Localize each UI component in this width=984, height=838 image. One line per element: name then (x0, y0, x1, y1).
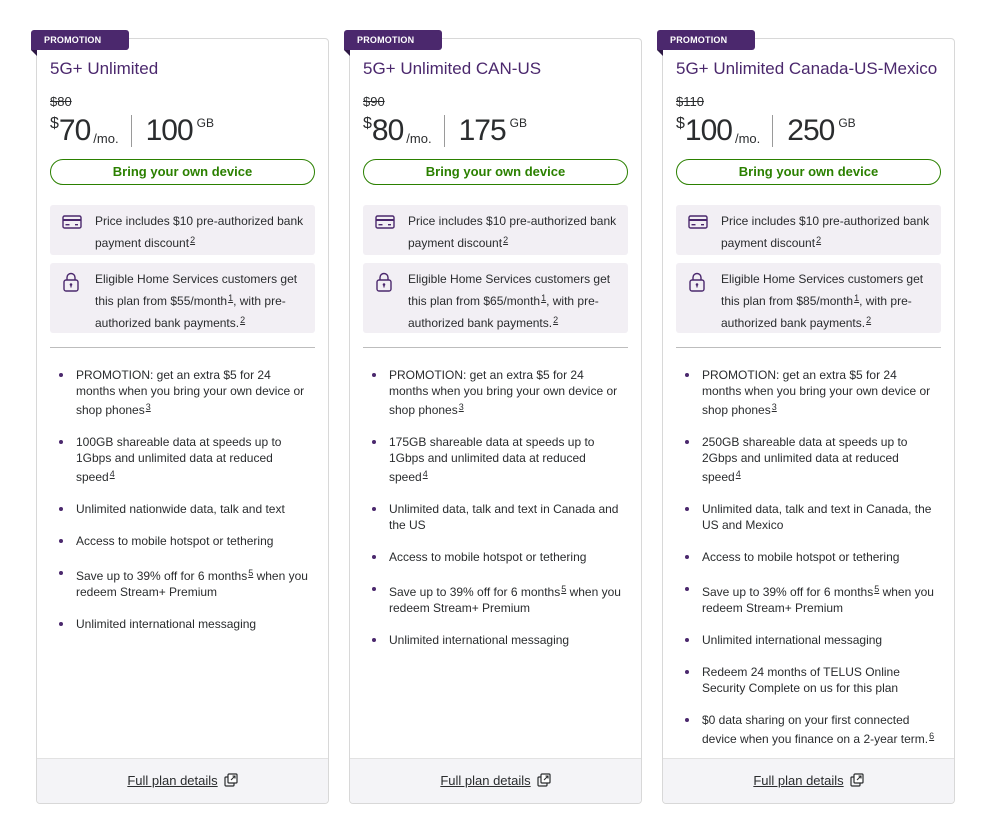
price-amount: 100 (684, 114, 732, 147)
promotion-badge: PROMOTION (657, 30, 755, 50)
footnote-link[interactable]: 2 (553, 315, 559, 325)
currency-symbol: $ (363, 115, 372, 132)
info-text: Eligible Home Services customers get this plan from $55/month (95, 272, 298, 308)
feature-item (363, 434, 628, 485)
feature-text: Unlimited nationwide data, talk and text (76, 502, 285, 516)
feature-text: Unlimited international messaging (389, 633, 570, 647)
feature-text: Save up to 39% off for 6 months (389, 585, 561, 599)
price-divider (444, 115, 445, 147)
original-price: $90 (363, 94, 385, 109)
full-plan-details-link[interactable]: Full plan details (753, 773, 844, 788)
footnote-link[interactable]: 1 (541, 293, 547, 303)
price-amount: 70 (58, 114, 91, 147)
info-text: , with pre-authorized bank payments. (408, 294, 599, 330)
footnote-link[interactable]: 4 (422, 469, 428, 479)
lock-icon (375, 272, 395, 290)
bring-your-own-device-button[interactable]: Bring your own device (50, 159, 315, 185)
feature-item (363, 632, 628, 648)
feature-text: Redeem 24 months of TELUS Online Security Complete on us for this plan (702, 665, 900, 695)
data-unit: GB (509, 116, 527, 130)
bring-your-own-device-button[interactable]: Bring your own device (363, 159, 628, 185)
feature-text: when you redeem Stream+ Premium (702, 585, 934, 615)
feature-text: Access to mobile hotspot or tethering (76, 534, 274, 548)
feature-item (363, 367, 628, 418)
feature-item (676, 632, 941, 648)
feature-text: 250GB shareable data at speeds up to 2Gbps and unlimited data at reduced speed (702, 435, 908, 484)
feature-text: Unlimited data, talk and text in Canada and the US (389, 502, 619, 532)
feature-item (676, 581, 941, 616)
data-amount: 175 (458, 114, 506, 147)
feature-text: Save up to 39% off for 6 months (76, 569, 248, 583)
feature-item (50, 501, 315, 517)
data-amount: 100 (145, 114, 193, 147)
external-link-icon[interactable] (850, 761, 864, 805)
price-row (363, 113, 527, 149)
feature-list (50, 367, 315, 648)
external-link-icon[interactable] (537, 761, 551, 805)
home-services-info (363, 263, 628, 333)
feature-item (50, 434, 315, 485)
lock-icon (62, 272, 82, 290)
full-plan-details-link[interactable]: Full plan details (440, 773, 531, 788)
feature-item (676, 501, 941, 533)
promotion-badge: PROMOTION (344, 30, 442, 50)
feature-item (50, 533, 315, 549)
plan-name: 5G+ Unlimited (50, 59, 159, 78)
feature-item (363, 549, 628, 565)
plan-name: 5G+ Unlimited Canada-US-Mexico (676, 59, 938, 78)
plan-footer (350, 758, 641, 803)
section-divider (363, 347, 628, 348)
feature-list (363, 367, 628, 664)
footnote-link[interactable]: 2 (190, 235, 196, 245)
price-divider (772, 115, 773, 147)
footnote-link[interactable]: 2 (816, 235, 822, 245)
data-unit: GB (838, 116, 856, 130)
footnote-link[interactable]: 5 (874, 584, 880, 594)
info-text: , with pre-authorized bank payments. (95, 294, 286, 330)
lock-icon (688, 272, 708, 290)
plan-name: 5G+ Unlimited CAN-US (363, 59, 542, 78)
feature-item (363, 501, 628, 533)
feature-item (676, 712, 941, 747)
footnote-link[interactable]: 3 (145, 402, 151, 412)
payment-discount-info (50, 205, 315, 255)
feature-item (676, 664, 941, 696)
info-text: Price includes $10 pre-authorized bank payment discount (721, 214, 930, 250)
feature-text: $0 data sharing on your first connected device when you finance on a 2-year term. (702, 713, 929, 746)
feature-text: Unlimited data, talk and text in Canada, the US and Mexico (702, 502, 932, 532)
feature-text: Save up to 39% off for 6 months (702, 585, 874, 599)
footnote-link[interactable]: 2 (240, 315, 246, 325)
currency-symbol: $ (50, 115, 59, 132)
footnote-link[interactable]: 1 (854, 293, 860, 303)
price-period: /mo. (93, 131, 119, 146)
feature-text: 100GB shareable data at speeds up to 1Gbps and unlimited data at reduced speed (76, 435, 282, 484)
footnote-link[interactable]: 2 (503, 235, 509, 245)
feature-item (50, 367, 315, 418)
credit-card-icon (688, 214, 708, 232)
credit-card-icon (62, 214, 82, 232)
footnote-link[interactable]: 6 (929, 731, 935, 741)
feature-text: when you redeem Stream+ Premium (389, 585, 621, 615)
feature-text: Access to mobile hotspot or tethering (389, 550, 587, 564)
info-text: Eligible Home Services customers get this plan from $65/month (408, 272, 611, 308)
feature-item (676, 367, 941, 418)
feature-text: PROMOTION: get an extra $5 for 24 months when you bring your own device or shop phones (76, 368, 305, 417)
price-period: /mo. (406, 131, 432, 146)
currency-symbol: $ (676, 115, 685, 132)
footnote-link[interactable]: 4 (735, 469, 741, 479)
feature-text: Access to mobile hotspot or tethering (702, 550, 900, 564)
info-text: Price includes $10 pre-authorized bank payment discount (408, 214, 617, 250)
full-plan-details-link[interactable]: Full plan details (127, 773, 218, 788)
payment-discount-info (363, 205, 628, 255)
section-divider (676, 347, 941, 348)
plan-footer (37, 758, 328, 803)
data-unit: GB (196, 116, 214, 130)
footnote-link[interactable]: 4 (109, 469, 115, 479)
feature-text: PROMOTION: get an extra $5 for 24 months when you bring your own device or shop phones (702, 368, 931, 417)
info-text: , with pre-authorized bank payments. (721, 294, 912, 330)
feature-list (676, 367, 941, 763)
plan-card (36, 35, 329, 804)
home-services-info (676, 263, 941, 333)
price-divider (131, 115, 132, 147)
price-row (676, 113, 856, 149)
plan-card (349, 35, 642, 804)
price-row (50, 113, 214, 149)
footnote-link[interactable]: 3 (458, 402, 464, 412)
feature-item (50, 616, 315, 632)
external-link-icon[interactable] (224, 761, 238, 805)
data-amount: 250 (787, 114, 835, 147)
payment-discount-info (676, 205, 941, 255)
feature-item (676, 434, 941, 485)
feature-item (676, 549, 941, 565)
feature-text: when you redeem Stream+ Premium (76, 569, 308, 599)
feature-item (363, 581, 628, 616)
bring-your-own-device-button[interactable]: Bring your own device (676, 159, 941, 185)
home-services-info (50, 263, 315, 333)
plan-card (662, 35, 955, 804)
feature-text: 175GB shareable data at speeds up to 1Gbps and unlimited data at reduced speed (389, 435, 595, 484)
footnote-link[interactable]: 5 (561, 584, 567, 594)
original-price: $80 (50, 94, 72, 109)
info-text: Price includes $10 pre-authorized bank payment discount (95, 214, 304, 250)
promotion-badge: PROMOTION (31, 30, 129, 50)
footnote-link[interactable]: 1 (228, 293, 234, 303)
feature-text: PROMOTION: get an extra $5 for 24 months when you bring your own device or shop phones (389, 368, 618, 417)
original-price: $110 (676, 94, 704, 109)
price-period: /mo. (734, 131, 761, 146)
footnote-link[interactable]: 5 (248, 568, 254, 578)
feature-item (50, 565, 315, 600)
section-divider (50, 347, 315, 348)
credit-card-icon (375, 214, 395, 232)
feature-text: Unlimited international messaging (76, 617, 257, 631)
price-amount: 80 (371, 114, 404, 147)
footnote-link[interactable]: 3 (771, 402, 777, 412)
feature-text: Unlimited international messaging (702, 633, 883, 647)
info-text: Eligible Home Services customers get this plan from $85/month (721, 272, 924, 308)
footnote-link[interactable]: 2 (866, 315, 872, 325)
plan-footer (663, 758, 954, 803)
